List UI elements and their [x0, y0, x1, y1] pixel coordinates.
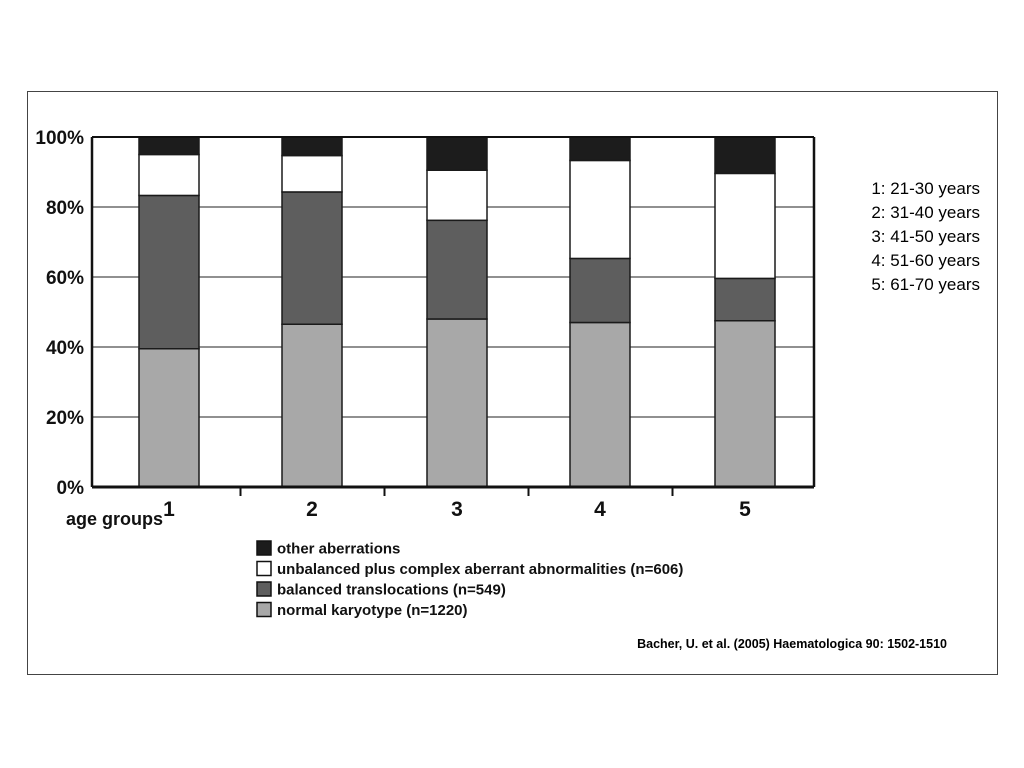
citation: Bacher, U. et al. (2005) Haematologica 90: 1502-1510 — [637, 637, 947, 651]
bar-segment — [427, 170, 487, 220]
bar-segment — [139, 349, 199, 487]
age-group-item: 3: 41-50 years — [871, 227, 980, 246]
bar-segment — [282, 156, 342, 192]
x-tick-label: 5 — [739, 498, 751, 521]
legend-swatch — [257, 603, 271, 617]
bar-segment — [427, 220, 487, 319]
legend-swatch — [257, 582, 271, 596]
bar-segment — [427, 137, 487, 170]
bar-segment — [282, 324, 342, 487]
y-tick-label: 0% — [56, 478, 84, 499]
bar-segment — [570, 323, 630, 488]
legend — [257, 541, 683, 620]
age-group-item: 1: 21-30 years — [871, 179, 980, 198]
bar-segment — [570, 137, 630, 160]
x-tick-labels — [163, 498, 751, 521]
bar-segment — [715, 173, 775, 278]
x-tick-label: 3 — [451, 498, 463, 521]
bar-segment — [282, 137, 342, 156]
y-tick-label: 80% — [45, 198, 84, 219]
age-group-key — [871, 179, 980, 294]
bar-segment — [427, 319, 487, 487]
bar-segment — [715, 321, 775, 487]
x-tick-label: 1 — [163, 498, 175, 521]
legend-label: unbalanced plus complex aberrant abnormalities (n=606) — [277, 561, 684, 578]
y-tick-label: 20% — [45, 408, 84, 429]
legend-label: balanced translocations (n=549) — [277, 581, 506, 599]
bar-segment — [139, 195, 199, 348]
legend-swatch — [257, 541, 271, 555]
age-group-item: 4: 51-60 years — [871, 251, 980, 270]
bar-segment — [139, 155, 199, 196]
x-axis-label: age groups — [66, 509, 164, 529]
x-tick-label: 4 — [594, 498, 606, 521]
legend-label: normal karyotype (n=1220) — [277, 602, 468, 619]
legend-swatch — [257, 562, 271, 576]
y-tick-label: 40% — [45, 338, 84, 359]
y-tick-labels — [35, 128, 84, 499]
bar-segment — [282, 192, 342, 324]
bar-segment — [570, 258, 630, 322]
x-tick-label: 2 — [306, 498, 318, 521]
bar-segment — [570, 160, 630, 258]
y-tick-label: 100% — [35, 128, 84, 149]
age-group-item: 5: 61-70 years — [871, 275, 980, 294]
bar-segment — [715, 278, 775, 320]
legend-label: other aberrations — [277, 540, 401, 558]
age-group-item: 2: 31-40 years — [871, 203, 980, 222]
bar-segment — [139, 137, 199, 155]
bars — [139, 137, 775, 487]
y-tick-label: 60% — [45, 268, 84, 289]
bar-segment — [715, 137, 775, 173]
